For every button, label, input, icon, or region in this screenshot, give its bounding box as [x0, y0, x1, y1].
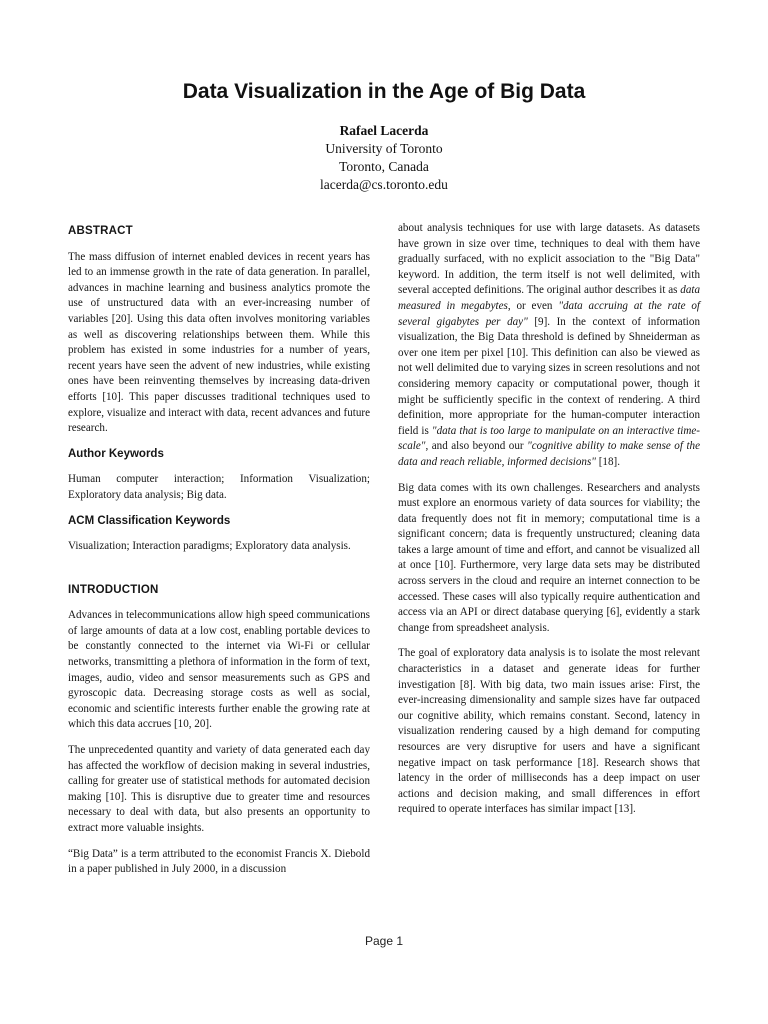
- introduction-heading: INTRODUCTION: [68, 583, 159, 596]
- abstract-heading: ABSTRACT: [68, 225, 133, 237]
- author-email[interactable]: lacerda@cs.toronto.edu: [320, 177, 448, 192]
- right-paragraph-3: The goal of exploratory data analysis is to isolate the most relevant characteristics in a dataset and generate ideas for further investigation [8]. With big data, two main issues arise: First, the ever-increasing dimensionality and sample sizes have far outpaced our cognitive ability, which remains constant. Second, latency in visualization rendering caused by a high demand for computing resources are very disruptive for users and have a significant negative impact on task performance [18]. Research shows that latency in the order of milliseconds has a deep impact on user actions and decision making, and small differences in effort required to operate interfaces has similar impact [13].: [398, 647, 700, 816]
- text-run: [18].: [595, 455, 620, 468]
- text-run: [9]. In the context of information visualization, the Big Data threshold is defined by Shneiderman as over one item per pixel [10]. This definition can also be viewed as not well delimited due to varying sizes in screen resolutions and not considering memory capacity or computational power, though it might be sufficiently specific in the context of rendering. A third definition, more appropriate for the human-computer interaction field is: [398, 315, 700, 437]
- intro-paragraph-2: The unprecedented quantity and variety of data generated each day has affected the workflow of decision making in several industries, calling for greater use of statistical methods for automated decision making [10]. This is disruptive due to greater time and resources necessary to deal with data, but also presents an opportunity to extract more valuable insights.: [68, 744, 370, 834]
- author-block: [0, 122, 768, 194]
- author-keywords-heading: Author Keywords: [68, 447, 164, 460]
- acm-keywords-heading: ACM Classification Keywords: [68, 514, 231, 527]
- intro-paragraph-3: “Big Data” is a term attributed to the economist Francis X. Diebold in a paper published in July 2000, in a discussion: [68, 847, 370, 876]
- text-run: , or even: [507, 299, 559, 312]
- author-name: Rafael Lacerda: [339, 123, 429, 138]
- author-affiliation: University of Toronto: [325, 141, 443, 156]
- right-paragraph-1: [398, 221, 700, 471]
- paper-title: Data Visualization in the Age of Big Data: [182, 80, 586, 103]
- quote-run: "cognitive ability to make sense of the data and reach reliable, informed decisions": [398, 440, 700, 468]
- right-paragraph-2: Big data comes with its own challenges. Researchers and analysts must explore an enormous variety of data sources for viability; the data frequently does not fit in memory; computational time is a significant concern; data is frequently unstructured; cleaning data takes a large amount of time and effort, and cannot be visualized all at once [10]. Furthermore, very large data sets may be distributed across servers in the cloud and require an internet connection to be accessed. These cases will also typically require authentication and access via an API or direct database querying [6], evidently a stark change from spreadsheet analysis.: [398, 481, 700, 634]
- text-run: about analysis techniques for use with large datasets. As datasets have grown in size over time, techniques to deal with them have gradually surfaced, with no explicit association to the "Big Data" keyword. In addition, the term itself is not well delimited, with several accepted definitions. The original author describes it as: [398, 222, 700, 297]
- intro-paragraph-1: Advances in telecommunications allow high speed communications of large amounts of data at a low cost, enabling portable devices to be constantly connected to the internet via Wi-Fi or cellular networks, transmitting a plethora of information in the form of text, images, audio, video and sensor measurements such as GPS and gyroscopic data. Decreasing storage costs as well as social, economic and scientific interests further enable the growing rate at which this data accrues [10, 20].: [68, 609, 370, 731]
- text-run: , and also beyond our: [425, 440, 528, 453]
- quote-run: "data that is too large to manipulate on an interactive time-scale": [398, 424, 701, 453]
- abstract-text: The mass diffusion of internet enabled devices in recent years has led to an immense growth in the rate of data generation. In parallel, advances in machine learning and business analytics promote the use of unstructured data with an ever-increasing number of variables [20]. Using this data often involves monitoring variables as well as discovering relationships between them. While this problem has existed in some industries for a number of years, recent years have seen the advent of new industries, while existing ones have been reinventing themselves by increasing data-driven efforts [10]. This paper discusses traditional techniques used to explore, visualize and interact with data, recent advances and future research.: [68, 250, 370, 435]
- quote-run: data measured in megabytes: [398, 284, 700, 312]
- author-keywords-text: Human computer interaction; Information Visualization; Exploratory data analysis; Big data.: [68, 473, 370, 501]
- author-location: Toronto, Canada: [339, 159, 429, 174]
- page-number: Page 1: [364, 934, 404, 948]
- right-column: [398, 221, 700, 828]
- acm-keywords-text: Visualization; Interaction paradigms; Exploratory data analysis.: [68, 540, 351, 553]
- left-column: [68, 221, 370, 888]
- quote-run: "data accruing at the rate of several gigabytes per day": [398, 299, 700, 328]
